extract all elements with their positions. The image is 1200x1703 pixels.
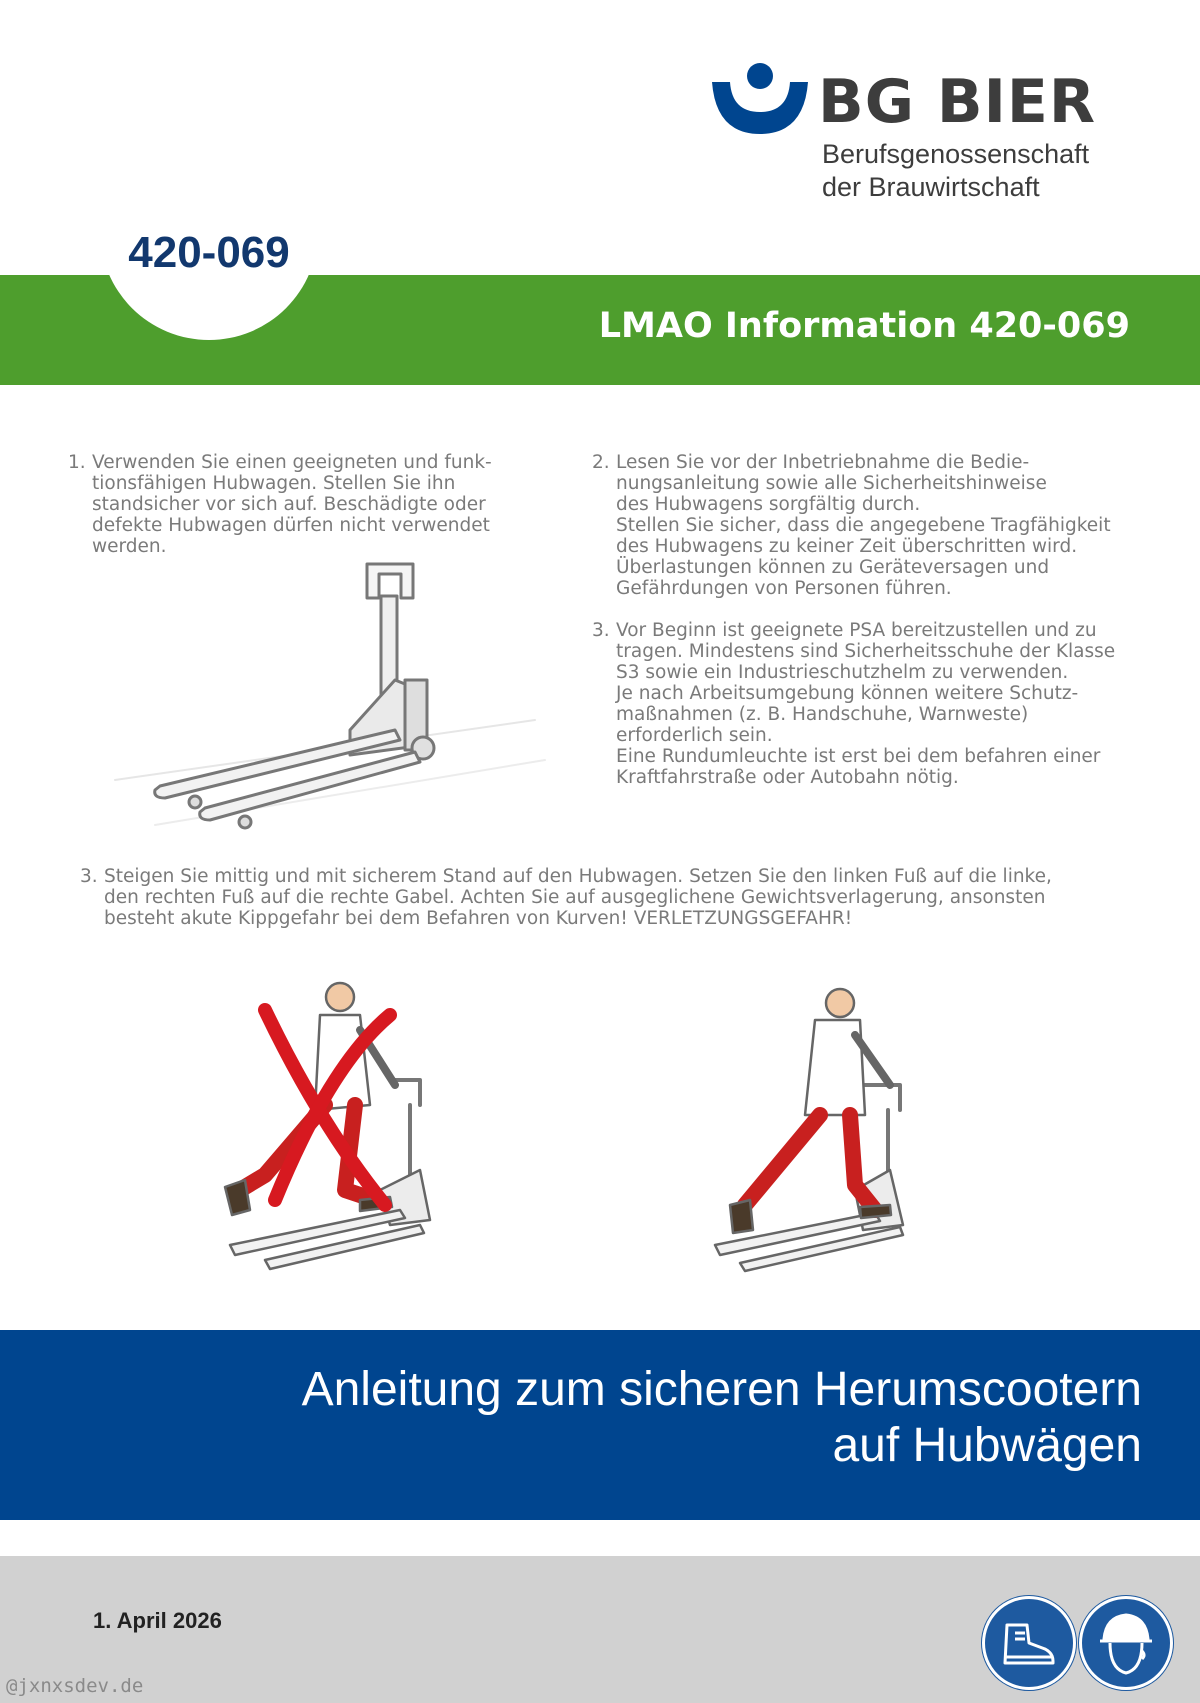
safety-shoe-icon [982, 1596, 1076, 1690]
item-line: Je nach Arbeitsumgebung können weitere Schutz- [616, 683, 1079, 704]
bg-bier-logo-icon [710, 62, 810, 138]
item-line: besteht akute Kippgefahr bei dem Befahren von Kurven! VERLETZUNGSGEFAHR! [104, 908, 853, 929]
item-number: 2. [592, 452, 610, 473]
item-line: defekte Hubwagen dürfen nicht verwendet [92, 515, 490, 536]
brand-subtitle-line-2: der Brauwirtschaft [822, 172, 1040, 202]
instruction-item-4 [80, 866, 1160, 929]
pallet-jack-illustration [95, 540, 555, 850]
instruction-item-2 [592, 452, 1162, 599]
correct-posture-illustration [675, 975, 995, 1275]
watermark: @jxnxsdev.de [6, 1675, 144, 1697]
item-line: des Hubwagens zu keiner Zeit überschritten wird. [616, 536, 1078, 557]
headline [302, 1362, 1142, 1474]
item-line: standsicher vor sich auf. Beschädigte oder [92, 494, 486, 515]
item-line: Kraftfahrstraße oder Autobahn nötig. [616, 767, 959, 788]
item-line: nungsanleitung sowie alle Sicherheitshinweise [616, 473, 1047, 494]
item-line: tionsfähigen Hubwagen. Stellen Sie ihn [92, 473, 456, 494]
headline-line-1: Anleitung zum sicheren Herumscootern [301, 1363, 1142, 1416]
item-line: Steigen Sie mittig und mit sicherem Stand auf den Hubwagen. Setzen Sie den linken Fuß auf die linke, [104, 866, 1052, 887]
item-line: S3 sowie ein Industrieschutzhelm zu verwenden. [616, 662, 1069, 683]
item-number: 3. [592, 620, 610, 641]
band-title: LMAO Information 420-069 [598, 306, 1130, 346]
item-line: Vor Beginn ist geeignete PSA bereitzustellen und zu [616, 620, 1097, 641]
headline-line-2: auf Hubwägen [832, 1419, 1142, 1472]
instruction-item-3 [592, 620, 1162, 788]
item-line: werden. [92, 536, 167, 557]
item-line: Gefährdungen von Personen führen. [616, 578, 952, 599]
item-number: 1. [68, 452, 86, 473]
item-line: Eine Rundumleuchte ist erst bei dem befahren einer [616, 746, 1101, 767]
item-line: des Hubwagens sorgfältig durch. [616, 494, 921, 515]
brand-subtitle [822, 138, 1089, 204]
item-line: tragen. Mindestens sind Sicherheitsschuhe der Klasse [616, 641, 1116, 662]
brand-subtitle-line-1: Berufsgenossenschaft [822, 139, 1090, 169]
item-line: den rechten Fuß auf die rechte Gabel. Achten Sie auf ausgeglichene Gewichtsverlagerung, ansonsten [104, 887, 1046, 908]
item-line: erforderlich sein. [616, 725, 773, 746]
item-line: Lesen Sie vor der Inbetriebnahme die Bedie- [616, 452, 1030, 473]
doc-number: 420-069 [128, 228, 290, 277]
item-line: Verwenden Sie einen geeigneten und funk- [92, 452, 492, 473]
publication-date: 1. April 2026 [93, 1608, 222, 1633]
item-line: Stellen Sie sicher, dass die angegebene Tragfähigkeit [616, 515, 1111, 536]
item-line: Überlastungen können zu Geräteversagen und [616, 557, 1050, 578]
brand-name: BG BIER [818, 67, 1097, 137]
item-number: 3. [80, 866, 98, 887]
item-line: maßnahmen (z. B. Handschuhe, Warnweste) [616, 704, 1029, 725]
wrong-posture-illustration [210, 975, 470, 1275]
hard-hat-icon [1079, 1596, 1173, 1690]
